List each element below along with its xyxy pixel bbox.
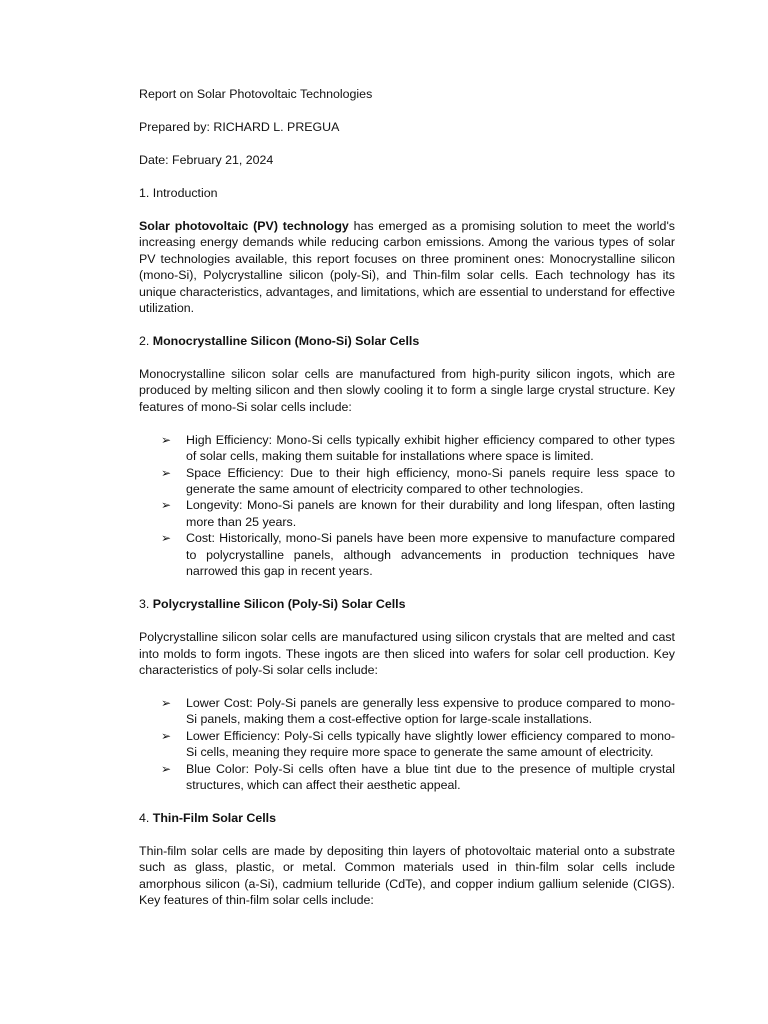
arrow-bullet-icon: ➢ bbox=[161, 761, 172, 776]
arrow-bullet-icon: ➢ bbox=[161, 531, 172, 546]
section-number: 4. bbox=[139, 810, 153, 825]
arrow-bullet-icon: ➢ bbox=[161, 465, 172, 480]
list-item bbox=[139, 497, 675, 530]
arrow-bullet-icon: ➢ bbox=[161, 432, 172, 447]
list-item-text: High Efficiency: Mono-Si cells typically exhibit higher efficiency compared to other types of solar cells, making them suitable for installations where space is limited. bbox=[186, 432, 675, 464]
list-item-text: Space Efficiency: Due to their high efficiency, mono-Si panels require less space to generate the same amount of electricity compared to other technologies. bbox=[186, 465, 675, 497]
section-title: Polycrystalline Silicon (Poly-Si) Solar Cells bbox=[152, 597, 406, 612]
list-item-text: Lower Cost: Poly-Si panels are generally less expensive to produce compared to mono-Si panels, making them a cost-effective option for large-scale installations. bbox=[186, 695, 675, 727]
section-number: 2. bbox=[139, 334, 153, 349]
document-page bbox=[139, 86, 675, 909]
intro-bold-lead: Solar photovoltaic (PV) technology bbox=[139, 219, 349, 233]
section-heading-introduction: 1. Introduction bbox=[139, 186, 218, 200]
section-title: Monocrystalline Silicon (Mono-Si) Solar Cells bbox=[152, 334, 420, 349]
intro-text: has emerged as a promising solution to meet the world's increasing energy demands while reducing carbon emissions. Among the various types of solar PV technologies available, this report focuses on three prominent ones: Monocrystalline silicon (mono-Si), Polycrystalline silicon (poly-Si), and Thin-film solar cells. Each technology has its unique characteristics, advantages, and limitations, which are essential to understand for effective utilization. bbox=[139, 219, 676, 316]
list-item-text: Cost: Historically, mono-Si panels have been more expensive to manufacture compared to polycrystalline panels, although advancements in production techniques have narrowed this gap in recent years. bbox=[186, 531, 675, 579]
list-item bbox=[139, 530, 675, 579]
arrow-bullet-icon: ➢ bbox=[161, 498, 172, 513]
arrow-bullet-icon: ➢ bbox=[161, 695, 172, 710]
list-item bbox=[139, 432, 675, 465]
section-heading-mono-si bbox=[139, 333, 675, 349]
poly-si-paragraph: Polycrystalline silicon solar cells are manufactured using silicon crystals that are melted and cast into molds to form ingots. These ingots are then sliced into wafers for solar cell production. Key characteristics of poly-Si solar cells include: bbox=[139, 630, 675, 677]
section-title: Thin-Film Solar Cells bbox=[152, 810, 277, 825]
prepared-by: Prepared by: RICHARD L. PREGUA bbox=[139, 120, 340, 134]
list-item bbox=[139, 728, 675, 761]
list-item-text: Longevity: Mono-Si panels are known for their durability and long lifespan, often lasting more than 25 years. bbox=[186, 498, 675, 529]
mono-si-bullet-list bbox=[139, 432, 675, 580]
list-item bbox=[139, 465, 675, 498]
section-heading-thin-film bbox=[139, 810, 675, 826]
report-title: Report on Solar Photovoltaic Technologies bbox=[139, 87, 373, 101]
thin-film-paragraph: Thin-film solar cells are made by depositing thin layers of photovoltaic material onto a substrate such as glass, plastic, or metal. Common materials used in thin-film solar cells include amorphous silicon (a-Si), cadmium telluride (CdTe), and copper indium gallium selenide (CIGS). Key features of thin-film solar cells include: bbox=[139, 843, 675, 908]
list-item-text: Lower Efficiency: Poly-Si cells typically have slightly lower efficiency compared to mono-Si cells, meaning they require more space to generate the same amount of electricity. bbox=[186, 728, 675, 760]
mono-si-paragraph: Monocrystalline silicon solar cells are manufactured from high-purity silicon ingots, which are produced by melting silicon and then slowly cooling it to form a single large crystal structure. Key features of mono-Si solar cells include: bbox=[139, 367, 675, 414]
arrow-bullet-icon: ➢ bbox=[161, 728, 172, 743]
list-item-text: Blue Color: Poly-Si cells often have a blue tint due to the presence of multiple crystal structures, which can affect their aesthetic appeal. bbox=[186, 761, 675, 792]
introduction-paragraph bbox=[139, 218, 675, 316]
list-item bbox=[139, 695, 675, 728]
poly-si-bullet-list bbox=[139, 695, 675, 793]
report-date: Date: February 21, 2024 bbox=[139, 153, 274, 167]
list-item bbox=[139, 761, 675, 794]
section-number: 3. bbox=[139, 597, 153, 612]
section-heading-poly-si bbox=[139, 596, 675, 612]
